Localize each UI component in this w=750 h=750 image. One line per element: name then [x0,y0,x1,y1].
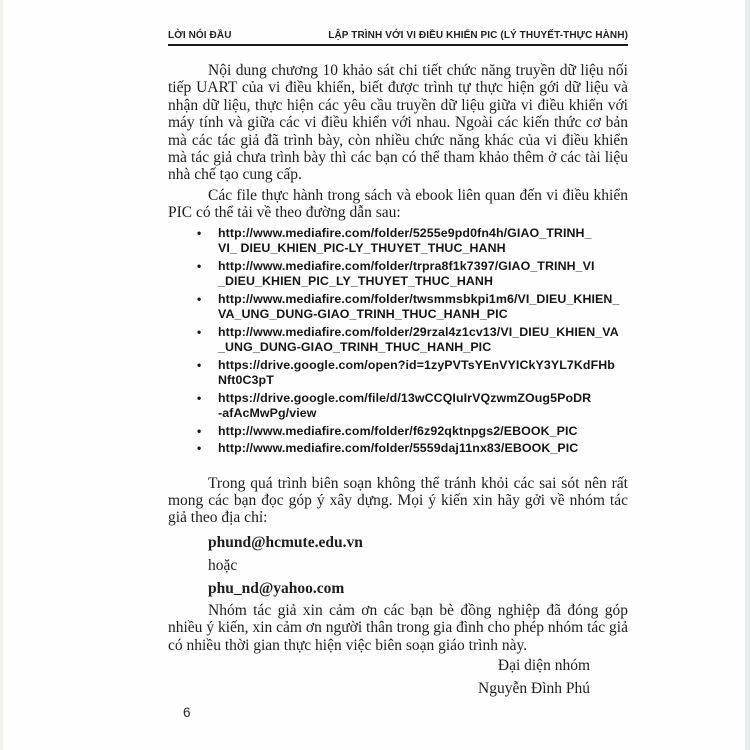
paragraph-feedback: Trong quá trình biên soạn không thể tránh khỏi các sai sót nên rất mong các bạn đọc góp ý xây dựng. Mọi ý kiến xin hãy gởi về nhóm tác giả theo địa chỉ: [168,474,628,527]
email-hcmute: phund@hcmute.edu.vn [208,533,363,551]
signature-block [168,654,628,700]
download-link-item [218,259,628,290]
download-link-item [218,441,628,457]
url-line: • http://www.mediafire.com/folder/twsmmsbkpi1m6/VI_DIEU_KHIEN_ [218,291,620,306]
download-link-item [218,424,628,440]
url-line: • https://drive.google.com/open?id=1zyPVTsYEnVYICkY3YL7KdFHb [218,357,615,372]
url-line: • http://www.mediafire.com/folder/5255e9pd0fn4h/GIAO_TRINH_ [218,225,592,240]
paragraph-thanks: Nhóm tác giả xin cảm ơn các bạn bè đồng nghiệp đã đóng góp nhiều ý kiến, xin cảm ơn người thân trong gia đình cho phép nhóm tác giả có nhiều thời gian thực hiện việc biên soạn giáo trình này. [168,601,628,654]
url-line: • http://www.mediafire.com/folder/f6z92qktnpgs2/EBOOK_PIC [218,423,578,438]
or-label: hoặc [208,556,238,574]
page-content [168,30,628,700]
paragraph-chapter10: Nội dung chương 10 khảo sát chi tiết chức năng truyền dữ liệu nối tiếp UART của vi điều khiển, biết được trình tự thực hiện gới dữ liệu và nhận dữ liệu, thực hiện các yêu cầu truyền dữ liệu giữa vi điều khiển với máy tính và giữa các vi điều khiển với nhau. Ngoài các kiến thức cơ bản mà các tác giả đã trình bày, còn nhiều chức năng khác của vi điều khiển mà tác giả chưa trình bày thì các bạn có thể tham khảo thêm ở các tài liệu nhà chế tạo cung cấp. [168,62,628,184]
page-number: 6 [183,705,191,720]
url-line: VI_ DIEU_KHIEN_PIC-LY_THUYET_THUC_HANH [218,241,506,256]
url-line: _DIEU_KHIEN_PIC_LY_THUYET_THUC_HANH [218,274,494,289]
download-link-item [218,391,628,422]
running-header-book-title: LẬP TRÌNH VỚI VI ĐIỀU KHIỂN PIC (LÝ THUYẾT-THỰC HÀNH) [328,30,628,41]
download-link-item [218,358,628,389]
url-line: _UNG_DUNG-GIAO_TRINH_THUC_HANH_PIC [218,340,492,355]
signature-role: Đại diện nhóm [497,657,590,675]
scan-edge-right [745,0,750,750]
url-line: • http://www.mediafire.com/folder/trpra8f1k7397/GIAO_TRINH_VI [218,258,595,273]
running-header [168,30,628,46]
download-link-item [218,292,628,323]
url-line: VA_UNG_DUNG-GIAO_TRINH_THUC_HANH_PIC [218,307,508,322]
signature-name: Nguyễn Đình Phú [478,680,590,698]
scan-edge-left [0,0,3,750]
download-link-item [218,226,628,257]
url-line: • https://drive.google.com/file/d/13wCCQIuIrVQzwmZOug5PoDR [218,390,592,405]
url-line: • http://www.mediafire.com/folder/29rzal4z1cv13/VI_DIEU_KHIEN_VA [218,324,619,339]
url-line: Nft0C3pT [218,373,274,388]
email-yahoo: phu_nd@yahoo.com [208,579,345,597]
download-links-list [168,226,628,457]
url-line: • http://www.mediafire.com/folder/5559daj11nx83/EBOOK_PIC [218,441,579,456]
running-header-section: LỜI NÓI ĐẦU [168,30,232,41]
download-link-item [218,325,628,356]
paragraph-download-intro: Các file thực hành trong sách và ebook liên quan đến vi điều khiển PIC có thể tải về theo đường dẫn sau: [168,186,628,222]
url-line: -afAcMwPg/view [218,406,317,421]
